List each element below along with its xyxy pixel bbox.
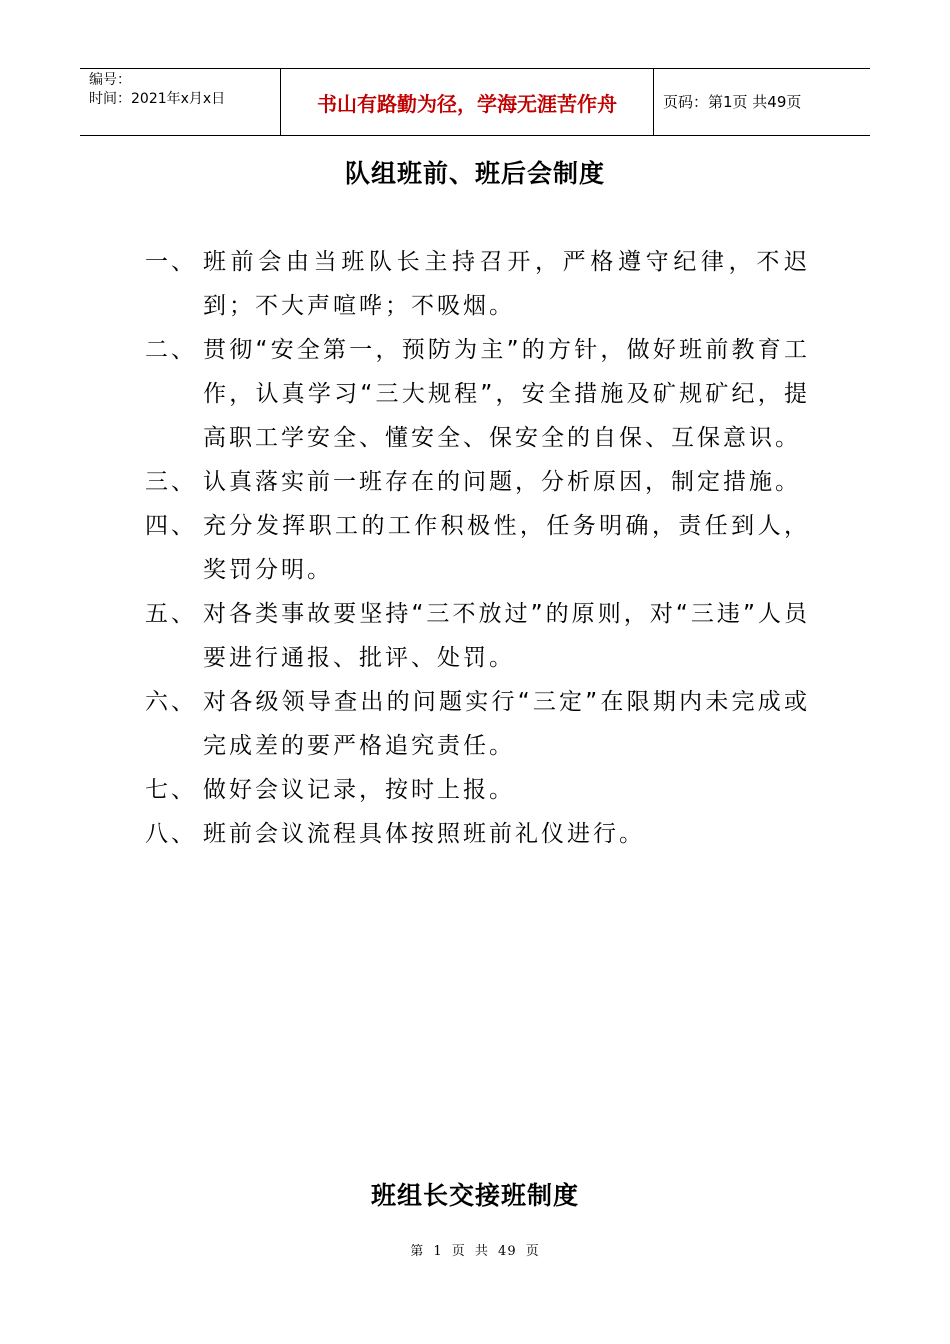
article-item: [145, 460, 810, 504]
page-footer-number: 第 1 页 共 49 页: [410, 1244, 540, 1259]
article-number: 八、: [145, 821, 197, 847]
document-title: 队组班前、班后会制度: [344, 159, 605, 188]
page-header: [80, 68, 870, 136]
header-page-cell: [654, 69, 870, 135]
article-number: 五、: [145, 601, 197, 627]
article-item: [145, 680, 810, 768]
article-number: 三、: [145, 469, 197, 495]
header-motto-cell: [281, 69, 654, 135]
document-code-label: 编号：: [89, 72, 131, 88]
article-item: [145, 812, 810, 856]
article-item: [145, 240, 810, 328]
article-text: 做好会议记录，按时上报。: [203, 777, 515, 803]
article-text: 班前会由当班队长主持召开，严格遵守纪律，不迟到；不大声喧哗；不吸烟。: [203, 249, 810, 319]
article-item: [145, 592, 810, 680]
article-number: 四、: [145, 513, 197, 539]
header-motto: 书山有路勤为径，学海无涯苦作舟: [317, 92, 617, 116]
article-number: 二、: [145, 337, 197, 363]
article-text: 班前会议流程具体按照班前礼仪进行。: [203, 821, 645, 847]
article-item: [145, 504, 810, 592]
article-text: 对各级领导查出的问题实行“三定”在限期内未完成或完成差的要严格追究责任。: [203, 689, 810, 759]
document-time-label: 时间：2021年x月x日: [89, 91, 226, 107]
article-text: 对各类事故要坚持“三不放过”的原则，对“三违”人员要进行通报、批评、处罚。: [203, 601, 810, 671]
header-info-cell: [80, 69, 281, 135]
article-list: [145, 240, 810, 856]
article-number: 一、: [145, 249, 197, 275]
article-text: 认真落实前一班存在的问题，分析原因，制定措施。: [203, 469, 801, 495]
article-item: [145, 768, 810, 812]
article-item: [145, 328, 810, 460]
article-text: 贯彻“安全第一，预防为主”的方针，做好班前教育工作，认真学习“三大规程”，安全措施及矿规矿纪，提高职工学安全、懂安全、保安全的自保、互保意识。: [203, 337, 810, 451]
article-number: 六、: [145, 689, 197, 715]
article-text: 充分发挥职工的工作积极性，任务明确，责任到人，奖罚分明。: [203, 513, 810, 583]
article-number: 七、: [145, 777, 197, 803]
header-page-info: 页码：第1页 共49页: [663, 93, 802, 111]
next-section-title: 班组长交接班制度: [370, 1181, 579, 1210]
